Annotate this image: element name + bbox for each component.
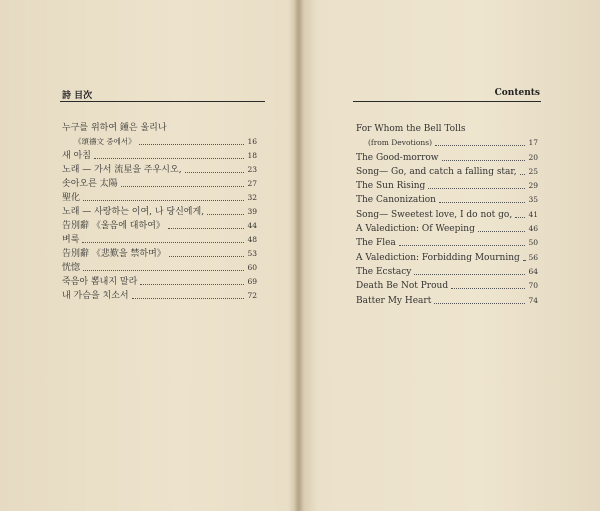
toc-entry — [62, 275, 257, 289]
toc-page-number: 29 — [528, 181, 538, 191]
toc-entry — [62, 177, 257, 191]
toc-entry — [356, 193, 538, 207]
toc-entry-title: (from Devotions) — [368, 138, 433, 148]
right-header-rule — [353, 101, 541, 102]
toc-entry-title: A Valediction: Forbidding Mourning — [356, 252, 520, 263]
toc-entry-title: Song— Sweetest love, I do not go, — [356, 209, 513, 220]
toc-entry-title: 새 아침 — [62, 151, 91, 161]
toc-page-number: 20 — [528, 152, 538, 162]
toc-dot-leader — [439, 202, 525, 203]
right-page-header: Contents — [494, 88, 540, 98]
toc-dot-leader — [434, 303, 525, 304]
toc-page-number: 25 — [528, 166, 538, 176]
toc-entry-title: The Ecstacy — [356, 266, 412, 277]
toc-page-number: 48 — [247, 235, 257, 244]
toc-dot-leader — [414, 274, 525, 275]
toc-entry — [356, 208, 538, 222]
toc-entry — [62, 219, 257, 233]
toc-entry — [356, 251, 538, 265]
toc-entry — [356, 179, 538, 193]
toc-page-number: 72 — [247, 291, 257, 300]
toc-page-number: 23 — [247, 165, 257, 174]
toc-entry-title: 告別辭 《悲歎을 禁하며》 — [62, 249, 166, 259]
toc-entry-title: For Whom the Bell Tolls — [356, 124, 466, 134]
toc-page-number: 70 — [528, 281, 538, 291]
toc-page-number: 27 — [247, 179, 257, 188]
toc-dot-leader — [515, 217, 525, 218]
toc-dot-leader — [121, 186, 244, 187]
toc-entry — [356, 265, 538, 279]
book-spine — [294, 0, 304, 511]
toc-entry — [356, 122, 538, 136]
toc-page-number: 18 — [247, 151, 257, 160]
toc-entry-title: Song— Go, and catch a falling star, — [356, 166, 517, 177]
toc-entry — [356, 136, 538, 150]
toc-entry — [356, 279, 538, 293]
toc-entry-title: 노래 — 사랑하는 이여, 나 당신에게, — [62, 207, 205, 217]
toc-dot-leader — [478, 231, 525, 232]
toc-entry — [62, 163, 257, 177]
toc-entry-title: 누구를 위하여 鍾은 울리나 — [62, 123, 167, 133]
toc-entry-title: The Sun Rising — [356, 181, 426, 192]
toc-entry — [62, 191, 257, 205]
toc-entry — [62, 205, 257, 219]
left-page-header: 詩 目次 — [62, 91, 93, 101]
toc-page-number: 60 — [247, 263, 257, 272]
toc-entry — [62, 247, 257, 261]
toc-entry — [62, 261, 257, 275]
toc-entry — [356, 236, 538, 250]
toc-entry — [356, 294, 538, 308]
toc-entry-title: 노래 — 가서 流星을 주우시오, — [62, 165, 182, 175]
toc-page-number: 39 — [247, 207, 257, 216]
toc-entry-title: 告別辭 《울음에 대하여》 — [62, 221, 165, 231]
toc-entry — [356, 165, 538, 179]
toc-entry — [356, 151, 538, 165]
toc-entry-title: 恍惚 — [62, 263, 81, 273]
toc-page-number: 41 — [528, 209, 538, 219]
toc-entry-title: The Flea — [356, 238, 396, 249]
toc-dot-leader — [520, 174, 525, 175]
toc-dot-leader — [428, 188, 525, 189]
toc-page-number: 64 — [528, 266, 538, 276]
toc-dot-leader — [140, 284, 244, 285]
toc-dot-leader — [168, 228, 244, 229]
toc-entry — [62, 289, 257, 303]
toc-page-number: 16 — [247, 137, 257, 146]
toc-dot-leader — [207, 214, 244, 215]
toc-entry-title: 솟아오른 太陽 — [62, 179, 118, 189]
toc-dot-leader — [83, 270, 244, 271]
toc-dot-leader — [399, 245, 525, 246]
toc-page-number: 74 — [528, 295, 538, 305]
toc-entry-title: 내 가슴을 치소서 — [62, 291, 129, 301]
toc-dot-leader — [523, 260, 525, 261]
toc-dot-leader — [169, 256, 244, 257]
toc-entry-title: 벼룩 — [62, 235, 80, 245]
toc-page-number: 50 — [528, 238, 538, 248]
toc-page-number: 32 — [247, 193, 257, 202]
toc-page-number: 46 — [528, 224, 538, 234]
toc-entry-title: Death Be Not Proud — [356, 281, 449, 292]
toc-entry-title: 《頌禱文 중에서》 — [74, 137, 136, 146]
toc-entry-title: A Valediction: Of Weeping — [356, 224, 475, 235]
toc-dot-leader — [442, 160, 525, 161]
toc-dot-leader — [435, 145, 525, 146]
toc-page-number: 69 — [247, 277, 257, 286]
toc-entry — [62, 233, 257, 247]
toc-dot-leader — [139, 144, 244, 145]
toc-entry-title: The Canonization — [356, 195, 436, 206]
toc-entry — [62, 149, 257, 163]
toc-entry — [62, 135, 257, 149]
toc-dot-leader — [83, 200, 244, 201]
left-header-rule — [60, 101, 265, 102]
toc-page-number: 44 — [247, 221, 257, 230]
toc-page-number: 17 — [528, 138, 538, 148]
toc-entry-title: Batter My Heart — [356, 295, 432, 306]
right-table-of-contents — [356, 122, 538, 308]
toc-entry — [356, 222, 538, 236]
toc-page-number: 35 — [528, 195, 538, 205]
toc-dot-leader — [185, 172, 244, 173]
toc-entry-title: 죽음아 뽐내지 말라 — [62, 277, 138, 287]
left-table-of-contents — [62, 121, 257, 303]
toc-dot-leader — [82, 242, 244, 243]
toc-entry-title: The Good-morrow — [356, 152, 439, 163]
toc-page-number: 56 — [528, 252, 538, 262]
toc-dot-leader — [94, 158, 244, 159]
toc-dot-leader — [132, 298, 244, 299]
toc-entry — [62, 121, 257, 135]
toc-dot-leader — [451, 288, 525, 289]
toc-entry-title: 聖化 — [62, 193, 81, 203]
toc-page-number: 53 — [247, 249, 257, 258]
